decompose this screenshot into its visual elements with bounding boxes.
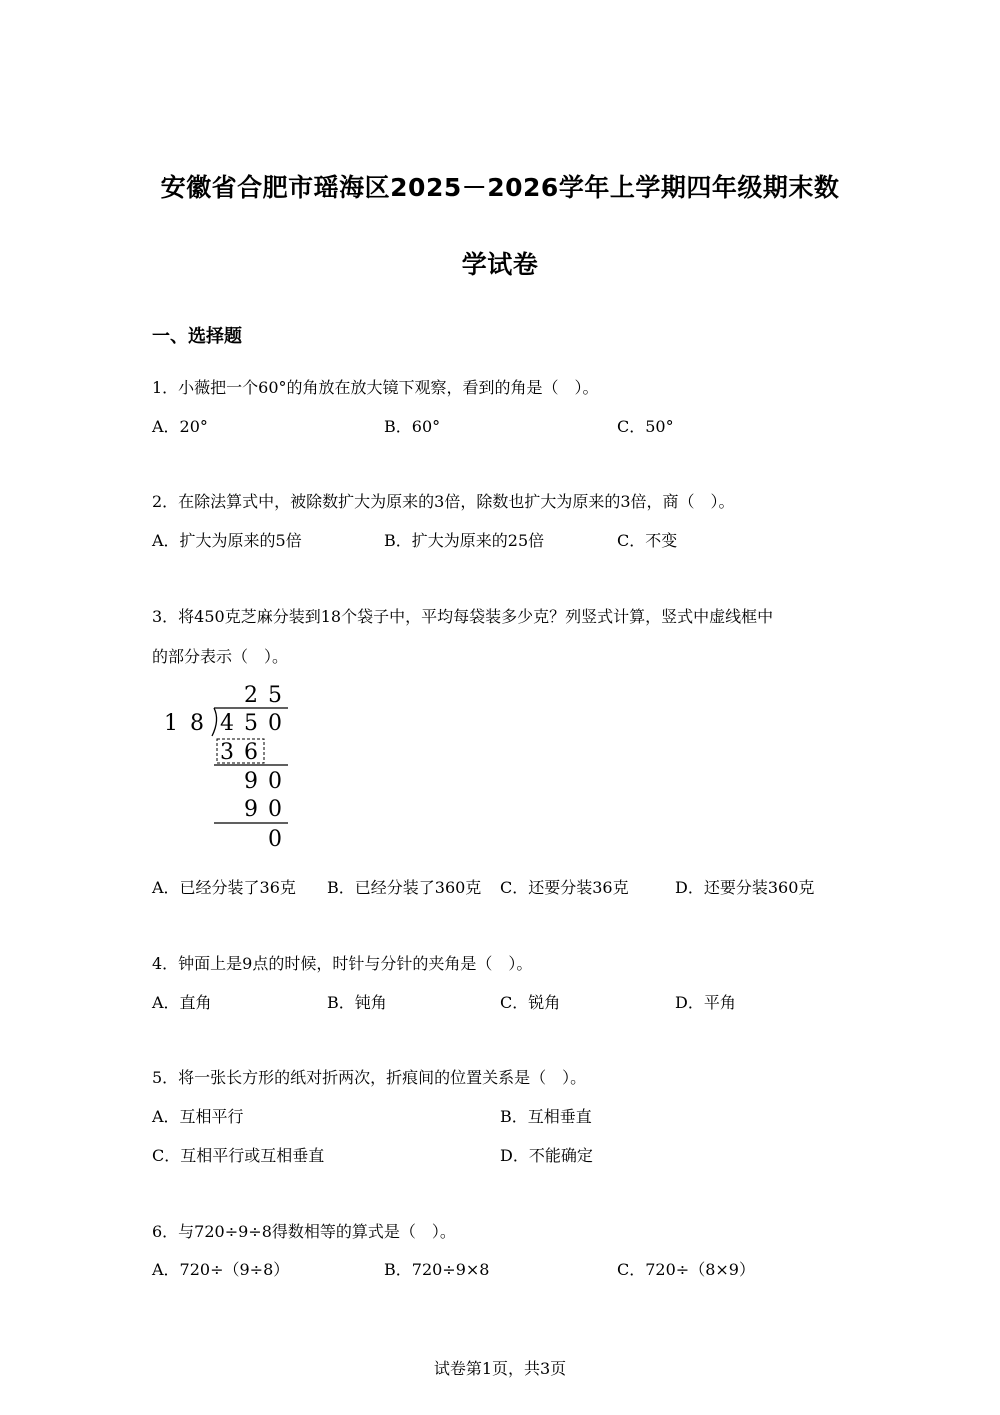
question-5-option-d: D．不能确定 xyxy=(500,1146,593,1165)
exam-title-line1: 安徽省合肥市瑶海区2025－2026学年上学期四年级期末数 xyxy=(160,173,840,202)
divisor-digit: 1 xyxy=(164,711,178,736)
partial-product-digit: 9 xyxy=(244,797,258,822)
question-3-option-c: C．还要分装36克 xyxy=(500,878,629,897)
long-division-diagram xyxy=(160,678,300,854)
dividend-digit: 4 xyxy=(220,711,234,736)
question-1-option-a: A．20° xyxy=(152,417,208,436)
question-4-option-d: D．平角 xyxy=(675,993,736,1012)
final-remainder: 0 xyxy=(268,827,282,852)
partial-product-digit: 3 xyxy=(220,740,234,765)
question-3-stem-line2: 的部分表示（ ）。 xyxy=(152,647,289,666)
division-bracket-curve xyxy=(212,708,217,736)
question-4-option-c: C．锐角 xyxy=(500,993,561,1012)
page-footer: 试卷第1页，共3页 xyxy=(433,1359,567,1378)
question-6-option-b: B．720÷9×8 xyxy=(384,1260,490,1279)
question-2-option-c: C．不变 xyxy=(617,531,678,550)
question-4-stem: 4．钟面上是9点的时候，时针与分针的夹角是（ ）。 xyxy=(152,954,533,973)
exam-title-line2: 学试卷 xyxy=(461,250,539,279)
question-1-stem: 1．小薇把一个60°的角放在放大镜下观察，看到的角是（ ）。 xyxy=(152,378,599,397)
partial-product-digit: 0 xyxy=(268,797,282,822)
question-2-option-b: B．扩大为原来的25倍 xyxy=(384,531,545,550)
dividend-digit: 0 xyxy=(268,711,282,736)
partial-product-digit: 6 xyxy=(244,740,258,765)
question-3-option-a: A．已经分装了36克 xyxy=(152,878,296,897)
remainder-step-digit: 9 xyxy=(244,769,258,794)
quotient-digit: 2 xyxy=(244,683,258,708)
remainder-step-digit: 0 xyxy=(268,769,282,794)
question-5-option-a: A．互相平行 xyxy=(152,1107,244,1126)
dividend-digit: 5 xyxy=(244,711,258,736)
quotient-digit: 5 xyxy=(268,683,282,708)
question-6-option-c: C．720÷（8×9） xyxy=(617,1260,755,1279)
question-6-stem: 6．与720÷9÷8得数相等的算式是（ ）。 xyxy=(152,1222,456,1241)
question-5-stem: 5．将一张长方形的纸对折两次，折痕间的位置关系是（ ）。 xyxy=(152,1068,587,1087)
question-3-option-b: B．已经分装了360克 xyxy=(327,878,482,897)
section-heading-choice: 一、选择题 xyxy=(152,326,242,347)
question-2-option-a: A．扩大为原来的5倍 xyxy=(152,531,302,550)
divisor-digit: 8 xyxy=(190,711,204,736)
question-5-option-b: B．互相垂直 xyxy=(500,1107,592,1126)
question-6-option-a: A．720÷（9÷8） xyxy=(152,1260,290,1279)
question-3-stem-line1: 3．将450克芝麻分装到18个袋子中，平均每袋装多少克？列竖式计算，竖式中虚线框中 xyxy=(152,607,774,626)
question-4-option-a: A．直角 xyxy=(152,993,212,1012)
question-3-option-d: D．还要分装360克 xyxy=(675,878,815,897)
question-2-stem: 2．在除法算式中，被除数扩大为原来的3倍，除数也扩大为原来的3倍，商（ ）。 xyxy=(152,492,735,511)
question-1-option-b: B．60° xyxy=(384,417,441,436)
question-5-option-c: C．互相平行或互相垂直 xyxy=(152,1146,325,1165)
question-4-option-b: B．钝角 xyxy=(327,993,387,1012)
question-1-option-c: C．50° xyxy=(617,417,674,436)
